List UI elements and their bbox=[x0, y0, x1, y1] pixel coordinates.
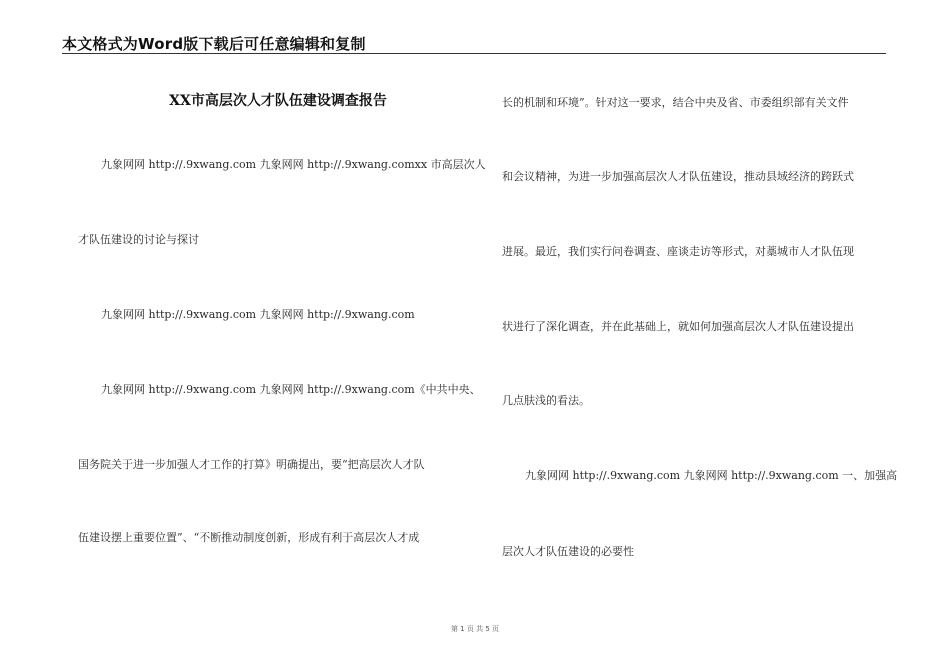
paragraph-line: 九象网网 http://.9xwang.com 九象网网 http://.9xwang.com bbox=[101, 308, 415, 321]
paragraph-line: 状进行了深化调查，并在此基础上，就如何加强高层次人才队伍建设提出 bbox=[502, 320, 854, 333]
paragraph-line: 长的机制和环境”。针对这一要求，结合中央及省、市委组织部有关文件 bbox=[502, 96, 849, 109]
paragraph-line: 九象网网 http://.9xwang.com 九象网网 http://.9xwang.com《中共中央、 bbox=[101, 383, 481, 396]
paragraph-line: 九象网网 http://.9xwang.com 九象网网 http://.9xwang.com 一、加强高 bbox=[525, 469, 898, 482]
paragraph-line: 伍建设摆上重要位置”、“不断推动制度创新，形成有利于高层次人才成 bbox=[78, 531, 420, 544]
paragraph-line: 层次人才队伍建设的必要性 bbox=[502, 545, 634, 558]
document-title: XX市高层次人才队伍建设调查报告 bbox=[169, 93, 387, 109]
paragraph-line: 九象网网 http://.9xwang.com 九象网网 http://.9xwang.comxx 市高层次人 bbox=[101, 158, 486, 171]
paragraph-line: 和会议精神，为进一步加强高层次人才队伍建设，推动县域经济的跨跃式 bbox=[502, 170, 854, 183]
paragraph-line: 进展。最近，我们实行问卷调查、座谈走访等形式，对藁城市人才队伍现 bbox=[502, 245, 854, 258]
paragraph-line: 才队伍建设的讨论与探讨 bbox=[78, 233, 199, 246]
page-number: 第 1 页 共 5 页 bbox=[450, 625, 500, 633]
header-divider bbox=[62, 53, 886, 54]
paragraph-line: 几点肤浅的看法。 bbox=[502, 394, 590, 407]
page-header: 本文格式为Word版下载后可任意编辑和复制 bbox=[62, 35, 366, 53]
paragraph-line: 国务院关于进一步加强人才工作的打算》明确提出，要“把高层次人才队 bbox=[78, 458, 425, 471]
